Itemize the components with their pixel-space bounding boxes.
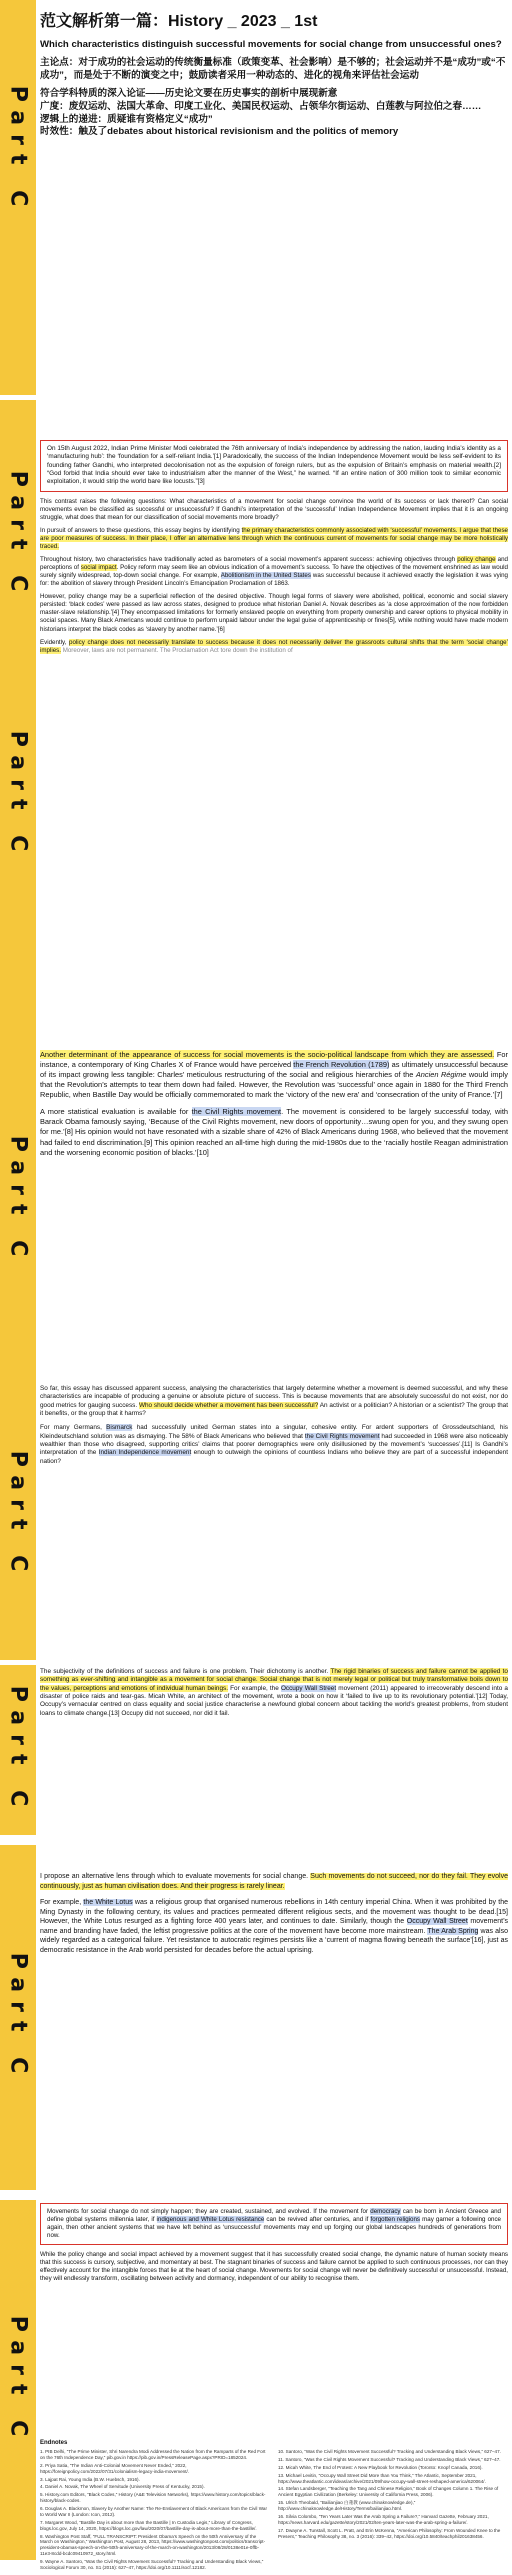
thesis-paragraph: [40, 527, 508, 551]
evidently-paragraph: [40, 639, 508, 655]
text-run: Moreover, laws are not permanent. The Proclamation Act tore down the institution of: [60, 646, 293, 654]
endnote: 9. Wayne A. Santoro, “Was the Civil Rights Movement Successful? Tracking and Understanding Black Views,” Sociological Forum 30, no. S1 (2015): 627–47, https://doi.org/10.1111/socf.12182.: [40, 2559, 264, 2570]
summary-line: 逻辑上的递进：质疑谁有资格定义“成功”: [40, 113, 213, 125]
bismarck-paragraph: [40, 1424, 508, 1466]
highlight-arab-spring: The Arab Spring: [427, 1927, 479, 1935]
text-run: A more statistical evaluation is available for: [40, 1107, 192, 1117]
final-paragraph: While the policy change and social impact achieved by a movement suggest that it has successfully created social change, the dynamic nature of human society means that this success is cursory, subjective, and momentary at best. The stagnant binaries of success and failure cannot be applied to such continuous processes, nor can they effectively account for the intangible forces that lie at the heart of social change. Movements for social change will never be definitively successful or unsuccessful. Instead, they will endlessly transform, oscillating between activity and dormancy, independent of our ability to recognise them.: [40, 2251, 508, 2283]
text-run: So far, this essay has discussed apparent success, analysing the characteristics that largely determine whether a movement is deemed successful, and why these characteristics are incapable of producing a genuine or absolute picture of success. This is because movements that are absolutely successful do not exist, nor do good metrics for gauging success.: [40, 1385, 508, 1409]
text-run: For example, the: [227, 1684, 281, 1692]
text-run: An activist or a politician? A historian or a scientist? The group that it benefits, or the group that it harms?: [40, 1401, 508, 1417]
endnote: 7. Margaret Wood, “Bastille Day is about more than the Bastille | In Custodia Legis,” Library of Congress, blogs.loc.gov, July 14, 2020, https://blogs.loc.gov/law/2020/07/bastille-day-is-about-more-than-the-bastille/.: [40, 2519, 257, 2531]
white-lotus-paragraph: [40, 1898, 508, 1955]
text-run: For instance, a contemporary of King Charles X of France would have perceived: [40, 1050, 508, 1070]
highlight-occupy: Occupy Wall Street: [280, 1684, 337, 1692]
thesis-highlight: the primary characteristics commonly associated with ‘successful’ movements. I argue that these are poor measures of success. In their place, I offer an alternative lens through which the continuous current of movements for social change may be more holistically traced.: [40, 526, 508, 550]
text-run: movement (2011) appeared to irrecoverably descend into a disaster of police raids and tear-gas. Micah White, an architect of the movement, wrote a book on how it ‘failed to live up to its revolutionary potential.’[12] Today, Occupy’s vernacular centred on class equality and social justice characterise a newfound global concern about tackling the world’s greatest problems, from student loans to climate change.[13] Occupy did not succeed, nor did it fail.: [40, 1684, 508, 1717]
summary-line: 主论点：对于成功的社会运动的传统衡量标准（政策变革、社会影响）是不够的；社会运动并不是“成功”或“不成功”，而是处于不断的演变之中；鼓励读者采用一种动态的、进化的视角来评估社会运动: [40, 56, 506, 81]
thesis-lead: In pursuit of answers to these questions, this essay begins by identifying: [40, 526, 242, 534]
text-run: . The movement is considered to be largely successful today, with Barack Obama famously saying, ‘Because of the Civil Rights movement, new doors of opportunity…swung open for you, and they swung open for me.’[8] His opinion would not have resonated with a sizable share of 42% of Black Americans during 1968, who believed that the movement had failed to end discrimination.[9] This opinion reached an all-time high during the mid-1980s due to the ‘racially hostile Reagan administration and the worsening economic position of blacks.’[10]: [40, 1107, 508, 1157]
ancien-regime-term: Ancien Régime: [415, 1070, 467, 1080]
part-label-8: Part C: [5, 2315, 31, 2445]
highlight-civil-rights: the Civil Rights movement: [304, 1432, 380, 1440]
endnote: 8. Washington Post Staff, “FULL TRANSCRIPT: President Obama’s Speech on the 50th Anniversary of the March on Washington,” Washington Post, August 28, 2013, https://www.washingtonpost.com/politics/transcript-president-obamas-speech-on-the-50th-anniversary-of-the-march-on-washington/2013/08/28/0138e01e-0ffb-11e3-8cdd-bcdc09410972_story.html.: [40, 2533, 266, 2557]
text-run: was a religious group that organised numerous rebellions in 14th century imperial China. When it was prohibited by the Ming Dynasty in the following century, its values and practices permeated different religious sects, and the movement was thought to be dead.[15] However, the White Lotus resurged as a fighting force 400 years later, and continues to date. Similarly, though the: [40, 1899, 509, 1926]
highlight-rigid-binaries: The rigid binaries of success and failure cannot be applied to something as ever-shifting and intangible as a movement for social change. Social change that is not merely legal or political but truly transformative boils down to the values, perceptions and emotions of individual human beings.: [40, 1668, 508, 1692]
text-run: can be revived after centuries, and if: [264, 2216, 371, 2224]
endnote: 4. Daniel A. Novak, The Wheel of Servitude (University Press of Kentucky, 2015).: [40, 2484, 205, 2490]
alternative-lens-paragraph: [40, 1872, 508, 1891]
endnote: 17. Dwayne A. Tunstall, Scott L. Pratt, and Erin McKenna, “American Philosophy: From Wounded Knee to the Present,” Teaching Philosophy 38, no. 3 (2016): 339–42, https://doi.org/10.5840/teachphil201638456.: [278, 2527, 501, 2539]
part-label-2: Part C: [5, 470, 31, 600]
summary-line: 时效性：触及了debates about historical revisionism and the politics of memory: [40, 126, 399, 138]
highlight-democracy: democracy: [370, 2208, 401, 2215]
text-run: had successfully united German states into a singular, cohesive entity. For ardent supporters of Grossdeutschland, his Kleindeutschland solution was as dismaying. The 58% of Black Americans who believed that: [40, 1424, 508, 1440]
text-run: had succeeded in 1968 were also noticeably wealthier than those who disagreed, supporting critics’ claims that poorer demographics were only disillusioned by the movement’s ‘successes’.[11] Is Gandhi’s interpretation of the: [40, 1432, 508, 1457]
endnote: 10. Santoro, “Was the Civil Rights Movement Successful? Tracking and Understanding Black Views,” 627–47.: [278, 2449, 501, 2454]
part-label-6: Part C: [5, 1685, 31, 1815]
text-run: may garner a following once again, then other ancient systems that we have left behind as ‘unsuccessful’ movements may end up forging our global landscapes hundreds of generations from now.: [47, 2216, 501, 2240]
summary-block: [40, 57, 508, 139]
dichotomy-paragraph: [40, 1668, 508, 1718]
text-run: The subjectivity of the definitions of success and failure is one problem. Their dichotomy is another.: [40, 1668, 331, 1675]
who-decides-paragraph: [40, 1385, 508, 1418]
text-run: For many Germans,: [40, 1424, 107, 1432]
text-run: was also widely regarded as a categorical failure. Yet resistance to autocratic regimes persists like a ‘current of magma flowing beneath the surface’[16], just as democratic resistance in the Arab world persisted for decades before the actual uprising.: [40, 1927, 508, 1954]
part-label-7: Part C: [5, 1952, 31, 2083]
text-run: would imply that the Revolution’s attempts to tear them down had failed. However, the Revolution was ‘successful’ once again in 1880 for the Third French Republic, when Bastille Day would be officially commemorated to mark the ‘victory of the new era’ and ‘consecration of the unity of France.’[7]: [40, 1070, 508, 1100]
endnote: 13. Michael Levitin, “Occupy Wall Street Did More than You Think,” The Atlantic, September 2021, https://www.theatlantic.com/ideas/archive/2021/09/how-occupy-wall-street-reshaped-america/620064/.: [278, 2472, 486, 2484]
black-codes-paragraph: However, policy change may be a superficial reflection of the desired objective. Though legal forms of slavery were abolished, political, economic and social slavery persisted: ‘black codes’ were passed as law across states, designed to produce what historian Daniel A. Novak describes as ‘a close approximation of the now forbidden master-slave relationship.’[4] They encompassed limitations for formerly enslaved people on everything from property ownership and career options to physical mobility in social spaces. Many Black Americans would continue to perform unpaid labour under the legal guise of apprenticeship or fines[5], while nothing would have made modern historians interpret the black codes as ‘slavery by another name.’[6]: [40, 593, 508, 633]
endnotes-title: Endnotes: [40, 2440, 68, 2446]
french-revolution-paragraph: [40, 1050, 508, 1100]
conclusion-boxed-paragraph: [47, 2208, 501, 2240]
text-run: as ultimately unsuccessful because of its impact growing less tangible: Charles’ meticulous restructuring of the social and religious hierarchies of the: [40, 1060, 508, 1080]
endnote: 3. Lajpat Rai, Young India (B.W. Huebsch, 1916).: [40, 2476, 140, 2482]
part-label-4: Part C: [5, 1135, 31, 1265]
highlight-social-impact: social impact: [80, 564, 117, 572]
endnote: 16. Silvia Colombo, “Ten Years Later Was the Arab Spring a Failure?,” Harvard Gazette, February 2021, https://news.harvard.edu/gazette/story/2021/02/ten-years-later-was-the-arab-spring-a-failure/.: [278, 2513, 489, 2525]
summary-line: 广度：废奴运动、法国大革命、印度工业化、美国民权运动、占领华尔街运动、白莲教与阿拉伯之春……: [40, 100, 482, 112]
who-decides-section: [40, 1385, 508, 1635]
endnote: 12. Micah White, The End of Protest: A New Playbook for Revolution (Toronto: Knopf Canada, 2016).: [278, 2464, 483, 2470]
endnotes-column-left: [40, 2449, 270, 2573]
text-run: Movements for social change do not simply happen; they are created, sustained, and evolved. If the movement for: [47, 2208, 371, 2215]
highlight-french-revolution: the French Revolution (1789): [293, 1060, 390, 1070]
highlight-civil-rights: the Civil Rights movement: [191, 1107, 282, 1117]
text-run: movement’s name and branding have faded, the leftist progressive politics at the core of the movement have become more mainstream.: [40, 1918, 508, 1935]
endnotes-list: [40, 2449, 508, 2575]
dichotomy-section: [40, 1668, 508, 1833]
text-run: can be born in Ancient Greece and define global systems millennia later, if: [47, 2208, 501, 2224]
essay-question: Which characteristics distinguish successful movements for social change from unsuccessful ones?: [40, 39, 502, 50]
highlight-bismarck: Bismarck: [106, 1424, 133, 1432]
endnote: 1. PIB Delhi, “The Prime Minister, Shri Narendra Modi Addressed the Nation from the Ramparts of the Red Fort on the 76th Independence Day,” pib.gov.in https://pib.gov.in/PressReleasePage.aspx?PRID=1852024.: [40, 2449, 266, 2460]
conclusion-section: [40, 2203, 508, 2453]
part-label-1: Part C: [5, 85, 31, 215]
highlight-policy-change: policy change: [457, 556, 496, 564]
contrast-paragraph: This contrast raises the following questions: What characteristics of a movement for social change convince the world of its success or lack thereof? Can social movements even be classified as successful or unsuccessful? If Gandhi’s interpretation of the ‘successful’ Indian Independence Movement implies that it is an ongoing struggle, what does that mean for our classification of social movements more broadly?: [40, 497, 508, 521]
highlight-who-decides: Who should decide whether a movement has been successful?: [138, 1401, 319, 1409]
text-run: . Policy reform may seem like an obvious indication of a movement’s success. To have the objectives of the movement enshrined as law would surely signify widespread, top-down social change. For example,: [40, 564, 508, 580]
highlight-evolve: Such movements do not succeed, nor do they fail. They evolve continuously, just as human civilisation does. And their progress is rarely linear.: [40, 1873, 508, 1890]
intro-box: [40, 440, 508, 492]
highlight-occupy: Occupy Wall Street: [406, 1918, 468, 1926]
text-run: Throughout history, two characteristics have traditionally acted as barometers of a social movement’s apparent success: achieving objectives through: [40, 556, 458, 564]
part-label-3: Part C: [5, 730, 31, 860]
policy-paragraph: [40, 556, 508, 588]
summary-line: 符合学科特质的深入论证——历史论文要在历史事实的剖析中展现新意: [40, 88, 338, 100]
endnote: 15. Ulrich Theobald, “Bailianjiao 白蓮教 (www.chinaknowledge.de),” http://www.chinaknowledge.de/History/Terms/bailianjiao.html.: [278, 2500, 416, 2511]
highlight-abolitionism: Abolitionism in the United States: [220, 572, 311, 580]
highlight-indigenous: indigenous and White Lotus resistance: [156, 2216, 265, 2224]
endnotes-column-right: [278, 2449, 508, 2573]
text-run: enough to outweigh the opinions of countless Indians who believe they are part of a successful independent nation?: [40, 1449, 509, 1465]
text-run: For example,: [40, 1899, 84, 1907]
highlight-forgotten-religions: forgotten religions: [370, 2216, 421, 2224]
conclusion-box: [40, 2203, 508, 2245]
alternative-lens-section: [40, 1872, 508, 2152]
part-label-5: Part C: [5, 1450, 31, 1580]
page-title: 范文解析第一篇：History _ 2023 _ 1st: [40, 13, 318, 30]
text-run: was successful because it achieved exactly the legislation it was vying for: the abolition of slavery through President Lincoln’s Emancipation Proclamation of 1863.: [40, 572, 508, 588]
header-section: [40, 6, 508, 391]
text-run: I propose an alternative lens through which to evaluate movements for social change.: [40, 1873, 311, 1880]
intro-paragraph: On 15th August 2022, Indian Prime Minister Modi celebrated the 76th anniversary of India’s independence by addressing the nation, lauding India’s identity as a ‘manufacturing hub’: the ‘foundation for a self-reliant India.’[1] Paradoxically, the success of the Indian Independence Movement would be less self-evident to its founding father Gandhi, who interpreted decolonisation not as the expulsion of foreign rulers, but as the expulsion of Britain’s emphasis on material wealth.[2] “God forbid that India should ever take to industrialism after the manner of the West,” he warned. “If an entire nation of 300 million took to similar economic exploitation, it would strip the world bare like locusts.”[3]: [47, 445, 501, 486]
landscape-section: [40, 1050, 508, 1350]
endnote: 11. Santoro, “Was the Civil Rights Movement Successful? Tracking and Understanding Black Views,” 627–47.: [278, 2456, 501, 2462]
highlight-landscape-thesis: Another determinant of the appearance of success for social movements is the socio-political landscape from which they are assessed.: [40, 1050, 495, 1059]
highlight-indian-independence: Indian Independence movement: [98, 1449, 192, 1457]
endnote: 5. History.com Editors, “Black Codes,” History (A&E Television Networks), https://www.history.com/topics/black-history/black-codes.: [40, 2492, 266, 2504]
endnotes-section: [40, 2440, 508, 2570]
civil-rights-paragraph: [40, 1107, 508, 1157]
highlight-white-lotus: the White Lotus: [83, 1899, 133, 1907]
endnote: 6. Douglas A. Blackmon, Slavery by Another Name: The Re-Enslavement of Black Americans from the Civil War to World War II (London: Icon, 2012).: [40, 2506, 267, 2517]
endnote: 2. Priya Satia, “The Indian Anti-Colonial Movement Never Ended,” 2022, https://foreignpolicy.com/2022/07/31/colonialism-legacy-india-movement/.: [40, 2462, 190, 2474]
essay-intro-section: [40, 440, 508, 1040]
text-run: and perceptions of: [40, 556, 508, 572]
text-run: Evidently,: [40, 638, 70, 646]
highlight-policy-conclusion: policy change does not necessarily translate to success because it does not necessarily deliver the grassroots cultural shifts that the term ‘social change’ implies.: [40, 638, 508, 654]
endnote: 14. Stefan Landsberger, “Teaching the Tang and Chinese Religion,” Book of Changes Column 1. The Rise of Ancient Egyptian Civilization (Berkeley: University of California Press, 2006).: [278, 2486, 499, 2498]
